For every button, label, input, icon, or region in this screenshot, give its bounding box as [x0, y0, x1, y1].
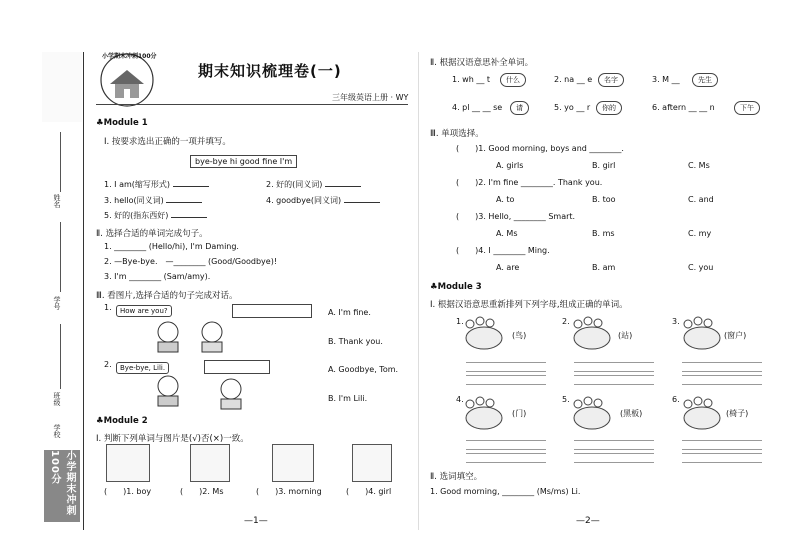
page-number-left: —1—	[244, 516, 268, 526]
q5-cloud-1: 什么	[500, 73, 526, 87]
q7-cn-4: (门)	[512, 409, 527, 418]
q2-item-1: 1. ________ (Hello/hi), I'm Daming.	[104, 242, 239, 251]
q4-item-1: ( )1. boy	[104, 487, 152, 496]
q7-num-4: 4.	[456, 395, 464, 404]
q6-4-a: A. are	[496, 263, 520, 272]
q5-cloud-4: 请	[510, 101, 529, 115]
q7-num-1: 1.	[456, 317, 464, 326]
answer-bubble-2	[204, 360, 270, 374]
q7-write-lines-3[interactable]	[682, 362, 762, 372]
night-sky-picture	[272, 444, 314, 482]
module2-heading: ♣Module 2	[96, 416, 148, 426]
q7-write-lines-2[interactable]	[574, 362, 654, 372]
q6-3-c: C. my	[688, 229, 712, 238]
q5-instruction: Ⅱ. 根据汉语意思补全单词。	[430, 58, 534, 68]
q8-instruction: Ⅱ. 选词填空。	[430, 472, 483, 482]
q1-item-2: 2. 好的(同义词)	[266, 181, 361, 190]
bird-letters-icon	[462, 316, 512, 352]
q6-4-c: C. you	[688, 263, 714, 272]
q1-instruction: Ⅰ. 按要求选出正确的一项并填写。	[104, 137, 231, 147]
q7-write-lines-6b[interactable]	[682, 453, 762, 463]
word-box: bye-bye hi good fine I'm	[190, 155, 297, 168]
name-line	[60, 132, 61, 192]
q2-instruction: Ⅱ. 选择合适的单词完成句子。	[96, 229, 208, 239]
school-label: 学校	[53, 424, 61, 438]
bird-letters-icon	[680, 396, 730, 432]
q7-write-lines-4b[interactable]	[466, 453, 546, 463]
q4-item-4: ( )4. girl	[346, 487, 392, 496]
page-divider	[418, 52, 419, 530]
q5-cloud-6: 下午	[734, 101, 760, 115]
name-label: 姓名	[53, 194, 61, 208]
q7-write-lines-3b[interactable]	[682, 375, 762, 385]
q6-1-c: C. Ms	[688, 161, 710, 170]
module3-heading: ♣Module 3	[430, 282, 482, 292]
girl-cartoon-icon	[194, 318, 230, 354]
speech-bubble-2: Bye-bye, Lili.	[116, 362, 169, 374]
q5-word-3: 3. M __	[652, 75, 680, 84]
teacher-picture	[190, 444, 230, 482]
q6-1-b: B. girl	[592, 161, 616, 170]
q2-item-3: 3. I'm ________ (Sam/amy).	[104, 272, 211, 281]
q4-item-2: ( )2. Ms	[180, 487, 224, 496]
q6-2-c: C. and	[688, 195, 714, 204]
option-b-1: B. Thank you.	[328, 337, 383, 346]
class-label: 班级	[53, 392, 61, 406]
q7-cn-3: (窗户)	[724, 331, 747, 340]
q2-item-2: 2. —Bye-bye. —________ (Good/Goodbye)!	[104, 257, 278, 266]
q5-cloud-2: 名字	[598, 73, 624, 87]
q6-2-b: B. too	[592, 195, 616, 204]
speech-bubble-1: How are you?	[116, 305, 172, 317]
q4-item-3: ( )3. morning	[256, 487, 322, 496]
q7-cn-6: (椅子)	[726, 409, 749, 418]
q5-cloud-5: 你的	[596, 101, 622, 115]
q5-cloud-3: 先生	[692, 73, 718, 87]
page-subtitle: 三年级英语上册 · WY	[332, 93, 409, 102]
title-rule	[96, 104, 408, 105]
logo-text: 小学期末冲刺100分	[102, 53, 157, 60]
q5-word-2: 2. na __ e	[554, 75, 593, 84]
q7-write-lines-6[interactable]	[682, 440, 762, 450]
bird-letters-icon	[570, 316, 620, 352]
q7-write-lines-5[interactable]	[574, 440, 654, 450]
module1-heading: ♣Module 1	[96, 118, 148, 128]
binding-sidebar	[40, 52, 84, 530]
q7-write-lines-1[interactable]	[466, 362, 546, 372]
option-a-1: A. I'm fine.	[328, 308, 371, 317]
q5-word-6: 6. aftern __ __ n	[652, 103, 715, 112]
dialog-2-number: 2.	[104, 360, 112, 369]
q6-question-3: ( )3. Hello, ________ Smart.	[456, 212, 576, 221]
q6-1-a: A. girls	[496, 161, 524, 170]
q7-write-lines-1b[interactable]	[466, 375, 546, 385]
q7-write-lines-4[interactable]	[466, 440, 546, 450]
answer-bubble-1	[232, 304, 312, 318]
sidebar-decoration	[42, 52, 82, 122]
q6-4-b: B. am	[592, 263, 616, 272]
q6-3-b: B. ms	[592, 229, 615, 238]
option-a-2: A. Goodbye, Tom.	[328, 365, 399, 374]
q6-question-1: ( )1. Good morning, boys and ________.	[456, 144, 624, 153]
q6-instruction: Ⅲ. 单项选择。	[430, 129, 484, 139]
bird-letters-icon	[462, 396, 512, 432]
option-b-2: B. I'm Lili.	[328, 394, 368, 403]
q7-write-lines-5b[interactable]	[574, 453, 654, 463]
q5-word-5: 5. yo __ r	[554, 103, 591, 112]
bird-letters-icon	[680, 316, 730, 352]
brand-tag: 小学期末冲刺100分	[44, 450, 80, 522]
boy-cartoon-icon	[150, 318, 186, 354]
page-number-right: —2—	[576, 516, 600, 526]
girl-picture	[352, 444, 392, 482]
q4-instruction: Ⅰ. 判断下列单词与图片是(√)否(×)一致。	[96, 434, 249, 444]
girl-smiling-icon	[214, 376, 248, 410]
q6-question-2: ( )2. I'm fine ________. Thank you.	[456, 178, 603, 187]
boy-picture	[106, 444, 150, 482]
page-title: 期末知识梳理卷(一)	[198, 62, 342, 80]
q7-instruction: Ⅰ. 根据汉语意思重新排列下列字母,组成正确的单词。	[430, 300, 628, 310]
class-line	[60, 324, 61, 389]
q7-cn-5: (黑板)	[620, 409, 643, 418]
q7-num-6: 6.	[672, 395, 680, 404]
q7-num-2: 2.	[562, 317, 570, 326]
q7-cn-2: (站)	[618, 331, 633, 340]
bird-letters-icon	[570, 396, 620, 432]
q7-cn-1: (鸟)	[512, 331, 527, 340]
q1-item-4: 4. goodbye(同义词)	[266, 197, 380, 206]
q5-word-4: 4. pl __ __ se	[452, 103, 503, 112]
q3-instruction: Ⅲ. 看图片,选择合适的句子完成对话。	[96, 291, 238, 301]
q1-item-3: 3. hello(同义词)	[104, 197, 202, 206]
q6-2-a: A. to	[496, 195, 515, 204]
q6-3-a: A. Ms	[496, 229, 518, 238]
q8-item-1: 1. Good morning, ________ (Ms/ms) Li.	[430, 487, 581, 496]
boy-waving-icon	[150, 372, 186, 408]
dialog-1-number: 1.	[104, 303, 112, 312]
q1-item-5: 5. 好的(指东西好)	[104, 212, 207, 221]
q6-question-4: ( )4. I ________ Ming.	[456, 246, 550, 255]
q7-num-3: 3.	[672, 317, 680, 326]
q7-num-5: 5.	[562, 395, 570, 404]
q7-write-lines-2b[interactable]	[574, 375, 654, 385]
student-id-label: 学号	[53, 296, 61, 310]
q1-item-1: 1. I am(缩写形式)	[104, 181, 209, 190]
student-id-line	[60, 222, 61, 292]
q5-word-1: 1. wh __ t	[452, 75, 491, 84]
